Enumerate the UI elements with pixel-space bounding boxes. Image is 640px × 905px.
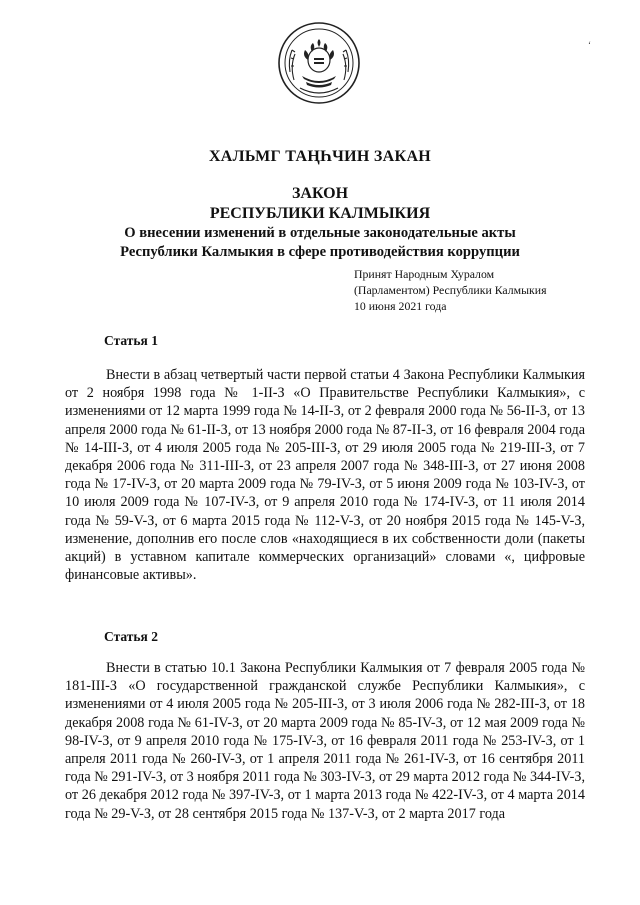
article-2-text: Внести в статью 10.1 Закона Республики Калмыкия от 7 февраля 2005 года № 181-III-З «О государственной гражданской службе Республики Калмыкия», с изменениями от 4 июля 2005 года № 205-III-З, от 3 июля 2006 года № 282-III-З, от 18 декабря 2008 года № 61-IV-З, от 20 марта 2009 года № 85-IV-З, от 12 мая 2009 года № 98-IV-З, от 9 апреля 2010 года № 175-IV-З, от 16 февраля 2011 года № 253-IV-З, от 1 апреля 2011 года № 260-IV-З, от 1 апреля 2011 года № 261-IV-З, от 16 сентября 2011 года № 291-IV-З, от 3 ноября 2011 года № 303-IV-З, от 29 марта 2012 года № 344-IV-З, от 26 декабря 2012 года № 397-IV-З, от 1 марта 2013 года № 422-IV-З, от 4 марта 2014 года № 29-V-З, от 28 сентября 2015 года № 137-V-З, от 2 марта 2017 года (65, 660, 585, 822)
corner-mark: ‘ (588, 40, 591, 50)
coat-of-arms-emblem (276, 20, 362, 106)
kalmyk-law-title: ХАЛЬМГ ТАҢҺЧИН ЗАКАН (208, 148, 432, 165)
adoption-line-2: (Парламентом) Республики Калмыкия (354, 283, 547, 297)
law-subject-line-2: Республики Калмыкия в сфере противодействия коррупции (120, 244, 520, 260)
law-heading (0, 184, 640, 262)
article-1-title: Статья 1 (104, 333, 158, 348)
adoption-line-1: Принят Народным Хуралом (354, 267, 495, 281)
adoption-date: 10 июня 2021 года (354, 299, 447, 313)
article-1-text: Внести в абзац четвертый части первой статьи 4 Закона Республики Калмыкия от 2 ноября 1998 года № 1-II-З «О Правительстве Республики Калмыкия», с изменениями от 12 марта 1999 года № 14-II-З, от 2 февраля 2000 года № 56-II-З, от 13 апреля 2000 года № 61-II-З, от 13 ноября 2000 года № 87-II-З, от 16 февраля 2004 года № 14-III-З, от 4 июля 2005 года № 205-III-З, от 29 июля 2005 года № 219-III-З, от 7 декабря 2006 года № 311-III-З, от 23 апреля 2007 года № 348-III-З, от 27 июня 2008 года № 17-IV-З, от 20 марта 2009 года № 79-IV-З, от 5 июня 2009 года № 103-IV-З, от 10 июля 2009 года № 107-IV-З, от 9 апреля 2010 года № 174-IV-З, от 11 июля 2014 года № 59-V-З, от 6 марта 2015 года № 112-V-З, от 20 ноября 2015 года № 145-V-З, изменение, дополнив его после слов «находящиеся в их собственности доли (пакеты акций) в уставном капитале коммерческих организаций» словами «, цифровые финансовые активы». (65, 367, 585, 584)
law-subject-line-1: О внесении изменений в отдельные законодательные акты (124, 225, 516, 241)
adoption-note (354, 266, 547, 314)
article-2-title: Статья 2 (104, 629, 158, 644)
law-word: ЗАКОН (291, 185, 349, 202)
republic-name: РЕСПУБЛИКИ КАЛМЫКИЯ (209, 205, 431, 222)
